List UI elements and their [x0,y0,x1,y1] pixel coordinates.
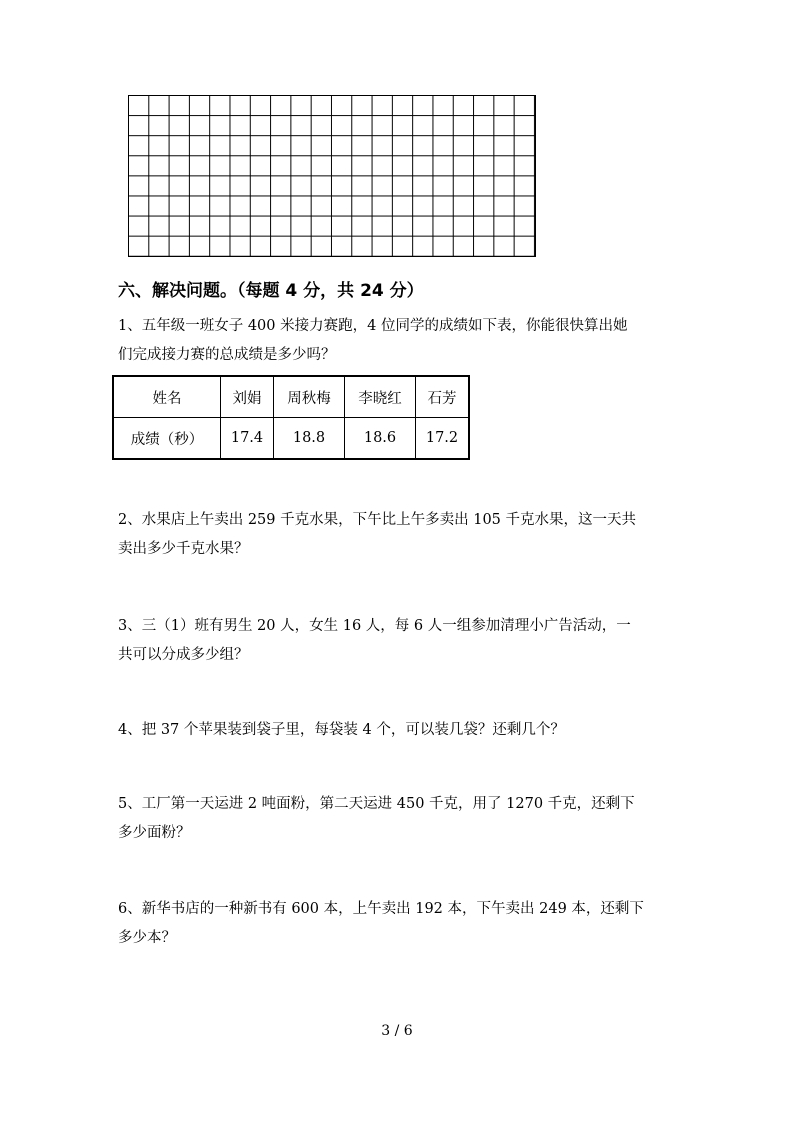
table-row-names [113,376,469,418]
question-3 [118,612,678,670]
question-5 [118,790,678,848]
question-2-line-1: 2、水果店上午卖出 259 千克水果，下午比上午多卖出 105 千克水果，这一天共 [118,512,637,528]
score-table [112,375,470,460]
question-6-line-2: 多少本？ [118,930,176,946]
question-3-line-1: 3、三（1）班有男生 20 人，女生 16 人，每 6 人一组参加清理小广告活动，一 [118,618,631,634]
section-title: 六、解决问题。（每题 4 分，共 24 分） [118,281,424,301]
table-row-scores [113,418,469,460]
table-cell-score: 17.2 [416,418,470,460]
question-1-line-1: 1、五年级一班女子 400 米接力赛跑，4 位同学的成绩如下表，你能很快算出她 [118,318,628,334]
question-6 [118,895,678,953]
writing-grid [128,95,536,257]
table-cell-name: 周秋梅 [274,376,345,418]
table-cell-name: 刘娟 [221,376,274,418]
table-cell-name: 李晓红 [345,376,416,418]
question-3-line-2: 共可以分成多少组？ [118,647,249,663]
question-1-line-2: 们完成接力赛的总成绩是多少吗？ [118,347,336,363]
question-6-line-1: 6、新华书店的一种新书有 600 本，上午卖出 192 本，下午卖出 249 本，还剩下 [118,901,644,917]
table-header-score: 成绩（秒） [113,418,221,460]
table-header-name: 姓名 [113,376,221,418]
question-2 [118,506,678,564]
page-number: 3 / 6 [381,1023,413,1039]
question-4 [118,716,678,745]
table-cell-score: 18.6 [345,418,416,460]
question-5-line-1: 5、工厂第一天运进 2 吨面粉，第二天运进 450 千克，用了 1270 千克，还剩下 [118,796,635,812]
question-5-line-2: 多少面粉？ [118,825,191,841]
question-4-line-1: 4、把 37 个苹果装到袋子里，每袋装 4 个，可以装几袋？还剩几个？ [118,722,565,738]
table-cell-name: 石芳 [416,376,470,418]
table-cell-score: 17.4 [221,418,274,460]
question-1 [118,312,678,370]
question-2-line-2: 卖出多少千克水果？ [118,541,249,557]
table-cell-score: 18.8 [274,418,345,460]
